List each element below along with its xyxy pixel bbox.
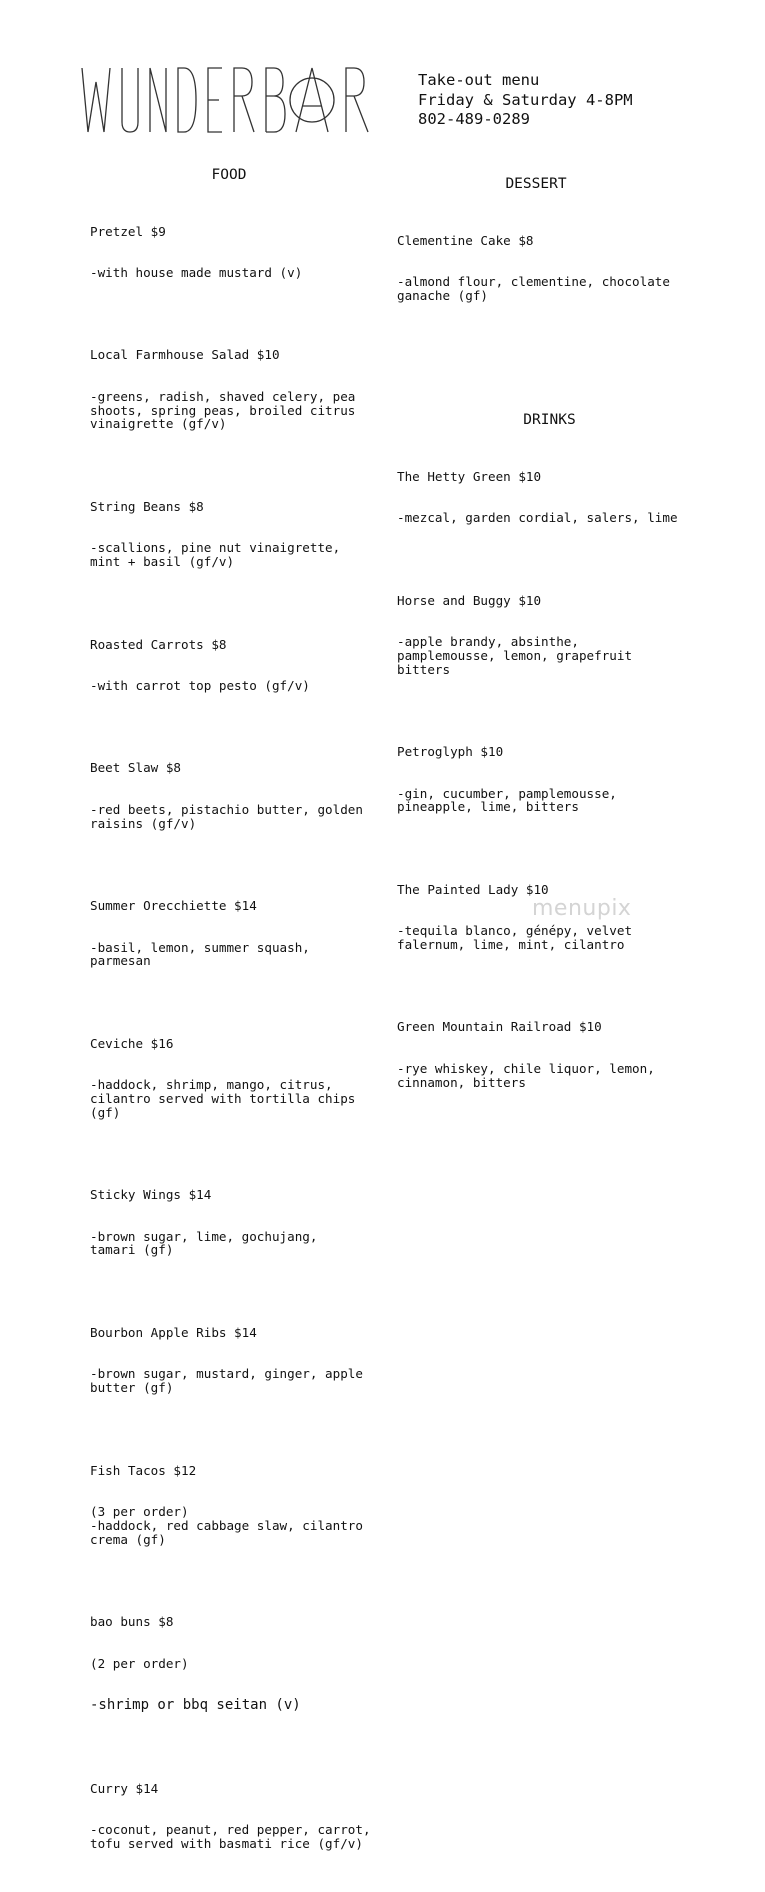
menu-item-hetty-green bbox=[397, 442, 697, 552]
menu-item-fish-tacos bbox=[90, 1436, 380, 1574]
item-name: Petroglyph $10 bbox=[397, 744, 504, 760]
item-desc: -with carrot top pesto (gf/v) bbox=[90, 678, 310, 693]
menu-item-pretzel bbox=[90, 197, 380, 307]
item-name: The Hetty Green $10 bbox=[397, 468, 542, 484]
item-desc: -haddock, shrimp, mango, citrus, cilantro served with tortilla chips (gf) bbox=[90, 1077, 356, 1120]
watermark: menupix bbox=[532, 896, 632, 921]
item-desc: -basil, lemon, summer squash, parmesan bbox=[90, 939, 310, 969]
menu-item-string-beans bbox=[90, 472, 380, 596]
item-desc: -coconut, peanut, red pepper, carrot, tofu served with basmati rice (gf/v) bbox=[90, 1821, 371, 1851]
menu-item-sticky-wings bbox=[90, 1161, 380, 1285]
logo-text bbox=[80, 62, 390, 138]
item-name: Beet Slaw $8 bbox=[90, 760, 181, 776]
item-name: Clementine Cake $8 bbox=[397, 232, 534, 248]
item-name: The Painted Lady $10 bbox=[397, 881, 549, 897]
item-desc: -tequila blanco, génépy, velvet falernum, lime, mint, cilantro bbox=[397, 923, 633, 952]
menu-item-clementine-cake bbox=[397, 206, 697, 330]
item-desc: -gin, cucumber, pamplemousse, pineapple, lime, bitters bbox=[397, 785, 617, 815]
item-name: bao buns $8 bbox=[90, 1614, 174, 1630]
item-name: Summer Orecchiette $14 bbox=[90, 898, 257, 914]
drinks-title: DRINKS bbox=[523, 412, 576, 429]
item-desc-secondary: -shrimp or bbq seitan (v) bbox=[90, 1696, 301, 1713]
food-section bbox=[90, 166, 380, 1892]
phone-number: 802-489-0289 bbox=[418, 110, 530, 128]
item-desc: -rye whiskey, chile liquor, lemon, cinnamon, bitters bbox=[397, 1060, 655, 1090]
item-name: Ceviche $16 bbox=[90, 1035, 174, 1051]
item-name: Local Farmhouse Salad $10 bbox=[90, 347, 280, 363]
menu-item-petroglyph bbox=[397, 718, 697, 842]
item-desc: (2 per order) bbox=[90, 1655, 189, 1671]
menu-item-farmhouse-salad bbox=[90, 321, 380, 459]
item-name: String Beans $8 bbox=[90, 498, 204, 514]
item-desc: -scallions, pine nut vinaigrette, mint + basil (gf/v) bbox=[90, 540, 341, 570]
item-name: Roasted Carrots $8 bbox=[90, 636, 227, 652]
item-desc: -brown sugar, mustard, ginger, apple butter (gf) bbox=[90, 1366, 363, 1396]
item-name: Sticky Wings $14 bbox=[90, 1187, 212, 1203]
menu-item-ceviche bbox=[90, 1009, 380, 1147]
hours-label: Friday & Saturday 4-8PM bbox=[418, 90, 633, 109]
item-name: Green Mountain Railroad $10 bbox=[397, 1019, 602, 1035]
item-name: Horse and Buggy $10 bbox=[397, 592, 542, 608]
item-desc: -with house made mustard (v) bbox=[90, 264, 303, 280]
menu-item-bourbon-apple-ribs bbox=[90, 1298, 380, 1422]
header-info bbox=[418, 71, 633, 130]
menu-item-summer-orecchiette bbox=[90, 872, 380, 996]
menu-item-green-mountain-railroad bbox=[397, 993, 697, 1117]
dessert-title: DESSERT bbox=[505, 176, 567, 192]
menu-item-beet-slaw bbox=[90, 734, 380, 858]
item-desc: (3 per order) -haddock, red cabbage slaw, cilantro crema (gf) bbox=[90, 1504, 363, 1547]
item-desc: -almond flour, clementine, chocolate ganache (gf) bbox=[397, 273, 670, 303]
item-name: Pretzel $9 bbox=[90, 223, 166, 239]
item-name: Curry $14 bbox=[90, 1780, 159, 1796]
item-desc: -greens, radish, shaved celery, pea shoots, spring peas, broiled citrus vinaigrette (gf/v) bbox=[90, 388, 356, 432]
item-desc: -mezcal, garden cordial, salers, lime bbox=[397, 510, 678, 526]
menu-item-horse-and-buggy bbox=[397, 566, 697, 704]
food-title: FOOD bbox=[211, 167, 247, 183]
item-desc: -red beets, pistachio butter, golden raisins (gf/v) bbox=[90, 801, 363, 831]
item-desc: -apple brandy, absinthe, pamplemousse, lemon, grapefruit bitters bbox=[397, 634, 633, 677]
menu-item-bao-buns bbox=[90, 1588, 380, 1741]
item-name: Bourbon Apple Ribs $14 bbox=[90, 1324, 257, 1340]
menu-item-roasted-carrots bbox=[90, 610, 380, 720]
item-name: Fish Tacos $12 bbox=[90, 1462, 197, 1478]
takeout-label: Take-out menu bbox=[418, 71, 540, 89]
menu-item-curry bbox=[90, 1754, 380, 1878]
item-desc: -brown sugar, lime, gochujang, tamari (gf) bbox=[90, 1228, 318, 1258]
logo bbox=[80, 62, 390, 138]
right-column bbox=[397, 175, 697, 1131]
